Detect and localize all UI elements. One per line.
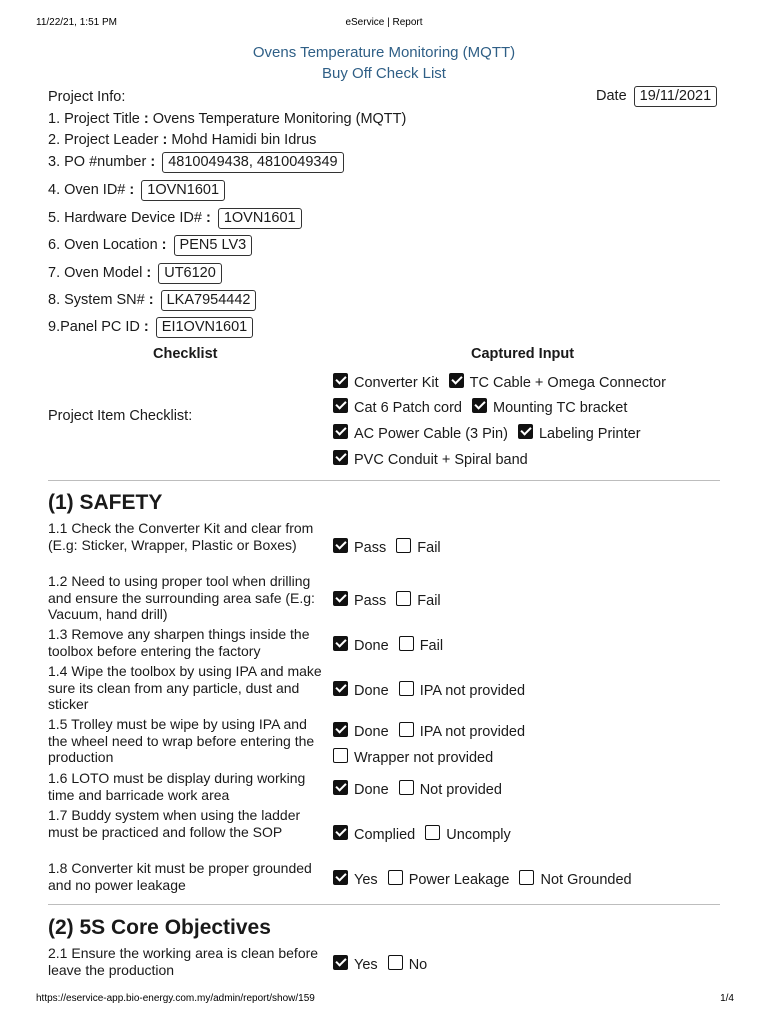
project-item-row bbox=[333, 450, 534, 468]
checkbox-checked-icon[interactable] bbox=[333, 870, 348, 885]
field-project-title: 1. Project Title : Ovens Temperature Monitoring (MQTT) bbox=[48, 111, 407, 127]
field-hardware-device-id: 5. Hardware Device ID# : 1OVN1601 bbox=[48, 208, 302, 229]
divider bbox=[48, 904, 720, 905]
field-label: 9.Panel PC ID bbox=[48, 319, 140, 335]
question-1-1: 1.1 Check the Converter Kit and clear from (E.g: Sticker, Wrapper, Plastic or Boxes) bbox=[48, 520, 314, 553]
project-item-row bbox=[333, 424, 647, 442]
checkbox-unchecked-icon[interactable] bbox=[399, 722, 414, 737]
checkbox-checked-icon[interactable] bbox=[333, 591, 348, 606]
field-oven-id: 4. Oven ID# : 1OVN1601 bbox=[48, 180, 225, 201]
checkbox-unchecked-icon[interactable] bbox=[399, 636, 414, 651]
project-item-row bbox=[333, 398, 633, 416]
answer-row-1-1: Pass Fail bbox=[333, 538, 447, 556]
field-value: Mohd Hamidi bin Idrus bbox=[171, 132, 317, 148]
project-item-checklist-label: Project Item Checklist: bbox=[48, 408, 193, 424]
checkbox-unchecked-icon[interactable] bbox=[388, 870, 403, 885]
field-value: Ovens Temperature Monitoring (MQTT) bbox=[152, 111, 407, 127]
checkbox-checked-icon[interactable] bbox=[333, 538, 348, 553]
answer-row-1-5b: Wrapper not provided bbox=[333, 748, 499, 766]
project-info-heading: Project Info: bbox=[48, 89, 126, 105]
field-system-sn: 8. System SN# : LKA7954442 bbox=[48, 290, 256, 311]
question-1-7: 1.7 Buddy system when using the ladder must be practiced and follow the SOP bbox=[48, 807, 301, 840]
checkbox-unchecked-icon[interactable] bbox=[425, 825, 440, 840]
question-1-6: 1.6 LOTO must be display during working time and barricade work area bbox=[48, 770, 306, 803]
answer-row-1-8: Yes Power Leakage Not Grounded bbox=[333, 870, 638, 888]
section-title-safety: (1) SAFETY bbox=[48, 491, 163, 514]
field-label: 6. Oven Location bbox=[48, 237, 158, 253]
checkbox-checked-icon[interactable] bbox=[333, 373, 348, 388]
checkbox-checked-icon[interactable] bbox=[333, 450, 348, 465]
checkbox-checked-icon[interactable] bbox=[333, 955, 348, 970]
field-oven-location: 6. Oven Location : PEN5 LV3 bbox=[48, 235, 252, 256]
checkbox-checked-icon[interactable] bbox=[333, 722, 348, 737]
checkbox-unchecked-icon[interactable] bbox=[519, 870, 534, 885]
field-label: 1. Project Title bbox=[48, 111, 140, 127]
field-value: 1OVN1601 bbox=[218, 208, 302, 229]
checkbox-unchecked-icon[interactable] bbox=[333, 748, 348, 763]
checkbox-checked-icon[interactable] bbox=[333, 681, 348, 696]
checkbox-unchecked-icon[interactable] bbox=[396, 591, 411, 606]
divider bbox=[48, 480, 720, 481]
print-title: eService | Report bbox=[345, 17, 423, 28]
option-label: TC Cable + Omega Connector bbox=[469, 375, 666, 391]
answer-row-1-3: Done Fail bbox=[333, 636, 449, 654]
checkbox-checked-icon[interactable] bbox=[472, 398, 487, 413]
field-label: 4. Oven ID# bbox=[48, 182, 126, 198]
field-label: 2. Project Leader bbox=[48, 132, 159, 148]
checkbox-unchecked-icon[interactable] bbox=[399, 780, 414, 795]
question-1-8: 1.8 Converter kit must be proper grounded and no power leakage bbox=[48, 860, 312, 893]
checkbox-checked-icon[interactable] bbox=[518, 424, 533, 439]
field-value: EI1OVN1601 bbox=[156, 317, 253, 338]
checkbox-checked-icon[interactable] bbox=[333, 424, 348, 439]
answer-row-1-5: Done IPA not provided bbox=[333, 722, 531, 740]
question-1-5: 1.5 Trolley must be wipe by using IPA and the wheel need to wrap before entering the production bbox=[48, 716, 315, 765]
answer-row-1-4: Done IPA not provided bbox=[333, 681, 531, 699]
field-label: 7. Oven Model bbox=[48, 265, 143, 281]
field-label: 3. PO #number bbox=[48, 154, 147, 170]
field-value: UT6120 bbox=[158, 263, 222, 284]
checkbox-checked-icon[interactable] bbox=[449, 373, 464, 388]
option-label: PVC Conduit + Spiral band bbox=[354, 452, 528, 468]
checkbox-unchecked-icon[interactable] bbox=[396, 538, 411, 553]
page-title: Ovens Temperature Monitoring (MQTT) bbox=[252, 44, 516, 61]
option-label: Mounting TC bracket bbox=[493, 400, 628, 416]
date-field bbox=[596, 86, 717, 107]
field-label: 5. Hardware Device ID# bbox=[48, 210, 202, 226]
date-value: 19/11/2021 bbox=[634, 86, 718, 107]
date-label: Date bbox=[596, 88, 627, 104]
field-panel-pc-id: 9.Panel PC ID : EI1OVN1601 bbox=[48, 317, 253, 338]
question-1-3: 1.3 Remove any sharpen things inside the toolbox before entering the factory bbox=[48, 626, 310, 659]
answer-row-2-1: Yes No bbox=[333, 955, 433, 973]
option-label: AC Power Cable (3 Pin) bbox=[354, 426, 508, 442]
field-value: 4810049438, 4810049349 bbox=[162, 152, 343, 173]
page-number: 1/4 bbox=[720, 993, 734, 1004]
field-value: PEN5 LV3 bbox=[174, 235, 253, 256]
field-po-number: 3. PO #number : 4810049438, 4810049349 bbox=[48, 152, 344, 173]
question-2-1: 2.1 Ensure the working area is clean before leave the production bbox=[48, 945, 319, 978]
checkbox-checked-icon[interactable] bbox=[333, 636, 348, 651]
option-label: Cat 6 Patch cord bbox=[354, 400, 462, 416]
answer-row-1-7: Complied Uncomply bbox=[333, 825, 517, 843]
option-label: Labeling Printer bbox=[538, 426, 641, 442]
answer-row-1-6: Done Not provided bbox=[333, 780, 508, 798]
print-header bbox=[0, 17, 768, 31]
field-value: 1OVN1601 bbox=[141, 180, 225, 201]
option-label: Converter Kit bbox=[354, 375, 439, 391]
checklist-column-header: Checklist bbox=[153, 346, 218, 362]
field-value: LKA7954442 bbox=[161, 290, 257, 311]
checkbox-checked-icon[interactable] bbox=[333, 825, 348, 840]
checkbox-checked-icon[interactable] bbox=[333, 780, 348, 795]
field-project-leader: 2. Project Leader : Mohd Hamidi bin Idrus bbox=[48, 132, 317, 148]
question-1-2: 1.2 Need to using proper tool when drilling and ensure the surrounding area safe (E.g: Vacuum, hand drill) bbox=[48, 573, 315, 622]
answer-row-1-2: Pass Fail bbox=[333, 591, 447, 609]
page-subtitle: Buy Off Check List bbox=[322, 65, 446, 82]
field-oven-model: 7. Oven Model : UT6120 bbox=[48, 263, 222, 284]
captured-input-column-header: Captured Input bbox=[471, 346, 575, 362]
section-title-5s: (2) 5S Core Objectives bbox=[48, 916, 271, 939]
project-item-row bbox=[333, 373, 672, 391]
checkbox-unchecked-icon[interactable] bbox=[388, 955, 403, 970]
field-label: 8. System SN# bbox=[48, 292, 145, 308]
print-datetime: 11/22/21, 1:51 PM bbox=[36, 17, 117, 28]
checkbox-unchecked-icon[interactable] bbox=[399, 681, 414, 696]
question-1-4: 1.4 Wipe the toolbox by using IPA and make sure its clean from any particle, dust and sticker bbox=[48, 663, 322, 712]
checkbox-checked-icon[interactable] bbox=[333, 398, 348, 413]
page-url: https://eservice-app.bio-energy.com.my/admin/report/show/159 bbox=[36, 993, 315, 1004]
